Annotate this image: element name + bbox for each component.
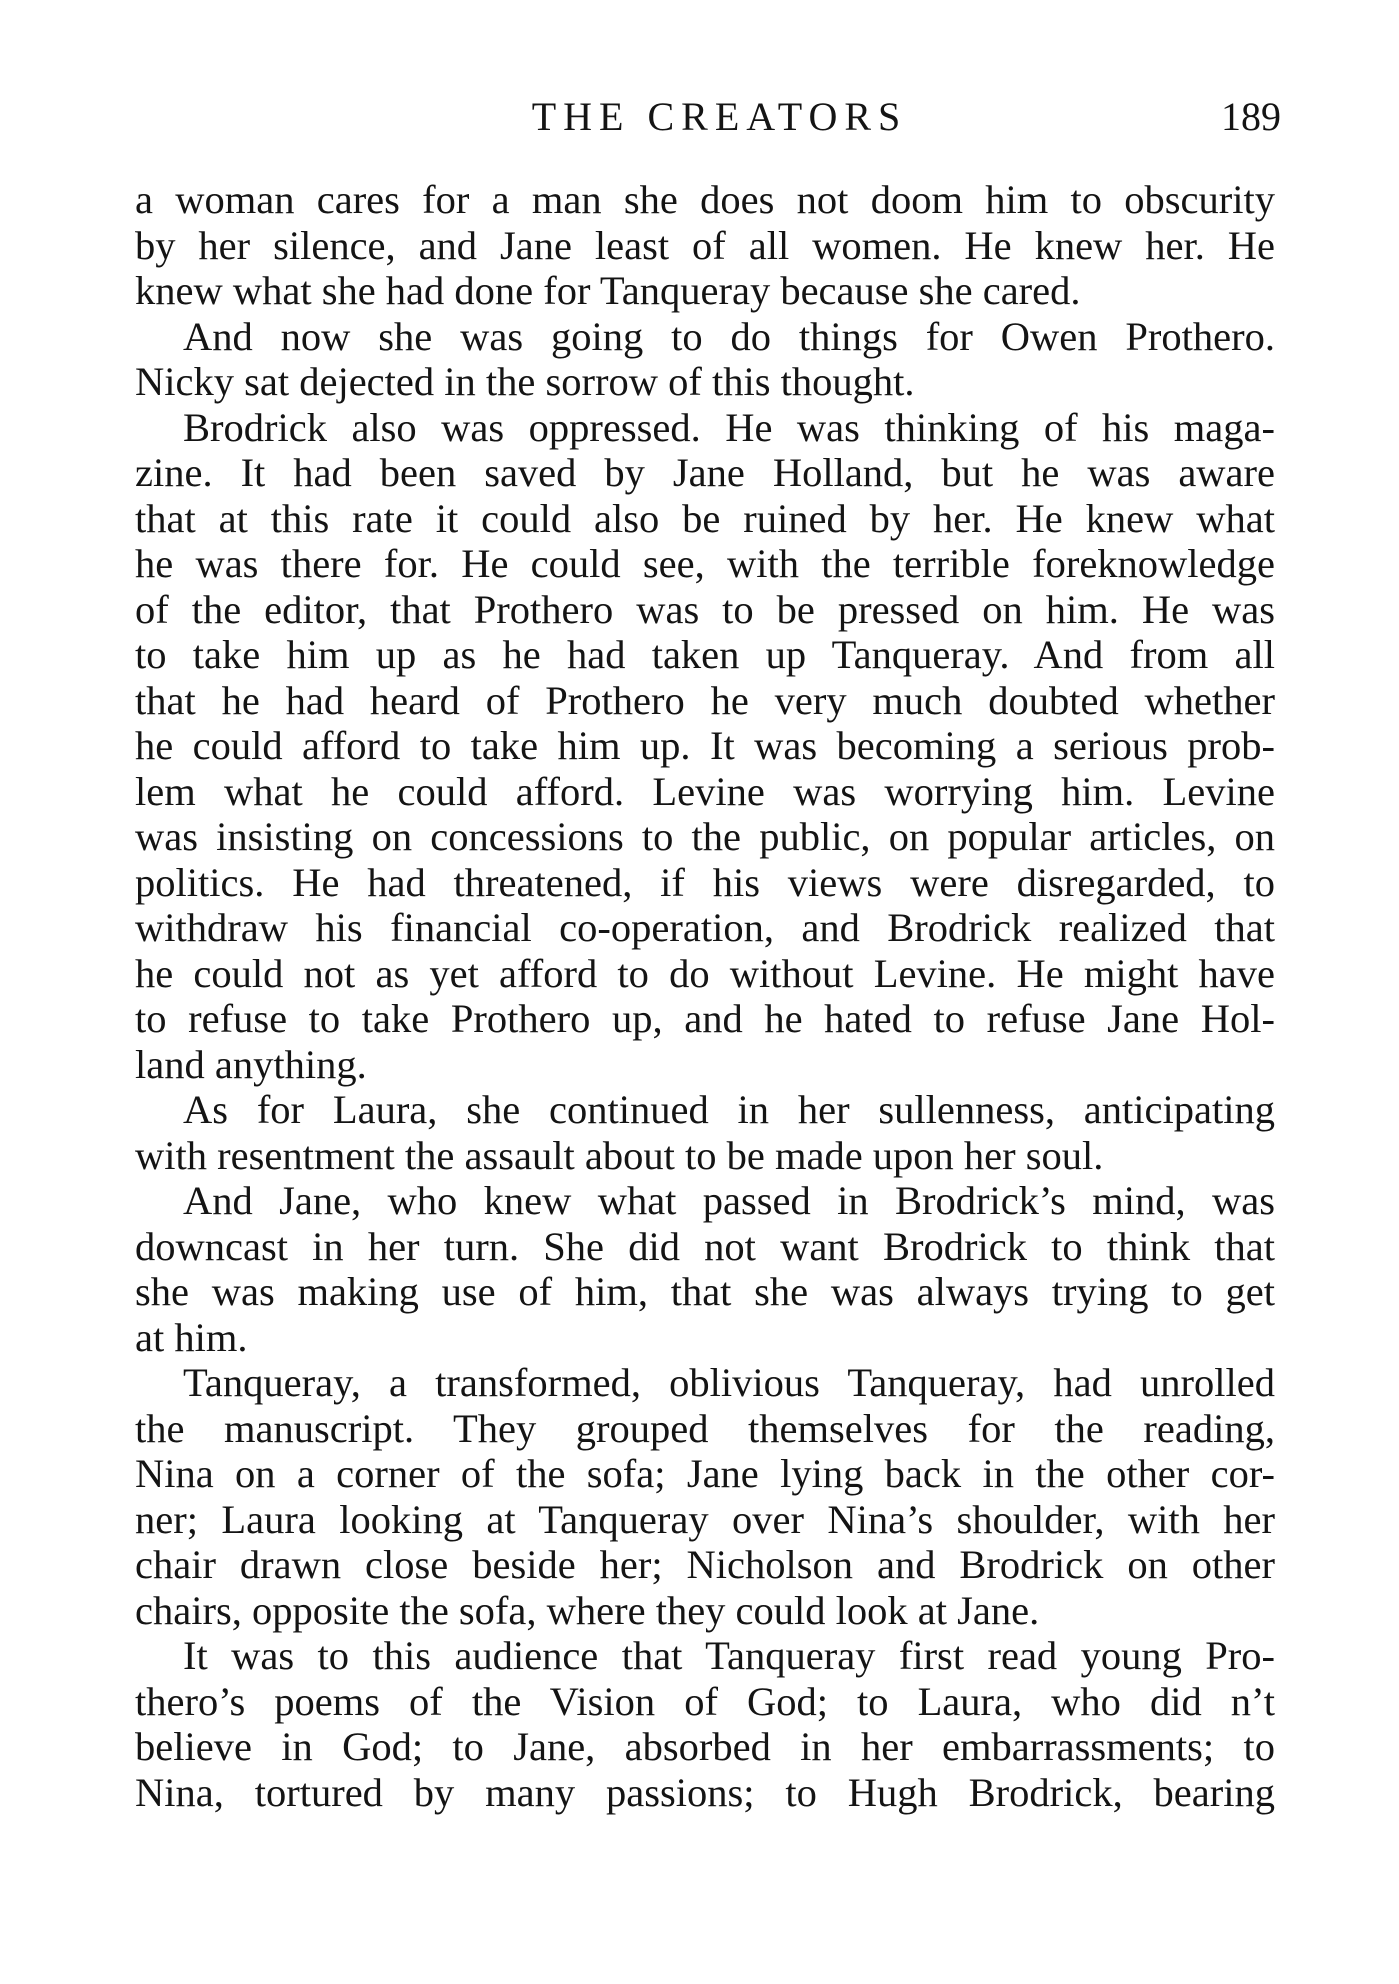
text-line: he could not as yet afford to do without Levine. He might have — [135, 950, 1275, 996]
body-text — [135, 177, 1275, 1815]
text-line: believe in God; to Jane, absorbed in her embarrassments; to — [135, 1724, 1275, 1769]
text-line: land anything. — [135, 1041, 367, 1087]
text-line: And now she was going to do things for Owen Prothero. — [183, 313, 1275, 359]
text-line: to take him up as he had taken up Tanqueray. And from all — [135, 632, 1275, 677]
text-line: he could afford to take him up. It was becoming a serious prob- — [135, 723, 1275, 768]
text-line: lem what he could afford. Levine was worrying him. Levine — [135, 768, 1275, 814]
running-title: THE CREATORS — [531, 94, 908, 139]
text-line: the manuscript. They grouped themselves for the reading, — [135, 1405, 1275, 1451]
text-line: Nicky sat dejected in the sorrow of this thought. — [135, 359, 915, 404]
text-line: was insisting on concessions to the public, on popular articles, on — [135, 814, 1275, 859]
text-line: of the editor, that Prothero was to be pressed on him. He was — [135, 586, 1275, 632]
text-line: Tanqueray, a transformed, oblivious Tanqueray, had unrolled — [183, 1360, 1275, 1405]
text-line: chair drawn close beside her; Nicholson and Brodrick on other — [135, 1542, 1275, 1587]
text-line: by her silence, and Jane least of all women. He knew her. He — [135, 222, 1275, 268]
text-line: It was to this audience that Tanqueray first read young Pro- — [183, 1633, 1275, 1678]
page-number: 189 — [1221, 94, 1281, 139]
text-line: zine. It had been saved by Jane Holland, but he was aware — [135, 450, 1275, 495]
text-line: that at this rate it could also be ruined by her. He knew what — [135, 495, 1275, 541]
text-line: a woman cares for a man she does not doom him to obscurity — [135, 177, 1275, 222]
text-line: ner; Laura looking at Tanqueray over Nina’s shoulder, with her — [135, 1496, 1275, 1542]
text-line: at him. — [135, 1314, 248, 1360]
text-line: with resentment the assault about to be made upon her soul. — [135, 1132, 1104, 1178]
text-line: chairs, opposite the sofa, where they could look at Jane. — [135, 1587, 1040, 1633]
text-line: he was there for. He could see, with the terrible foreknowledge — [135, 541, 1275, 586]
text-line: to refuse to take Prothero up, and he hated to refuse Jane Hol- — [135, 996, 1275, 1041]
text-line: And Jane, who knew what passed in Brodrick’s mind, was — [183, 1178, 1275, 1223]
text-line: As for Laura, she continued in her sullenness, anticipating — [183, 1087, 1275, 1132]
text-line: downcast in her turn. She did not want Brodrick to think that — [135, 1223, 1275, 1269]
text-line: Nina, tortured by many passions; to Hugh Brodrick, bearing — [135, 1769, 1275, 1815]
text-line: that he had heard of Prothero he very much doubted whether — [135, 677, 1275, 723]
text-line: Brodrick also was oppressed. He was thinking of his maga- — [183, 404, 1275, 450]
text-line: withdraw his financial co-operation, and Brodrick realized that — [135, 905, 1275, 950]
text-line: she was making use of him, that she was always trying to get — [135, 1269, 1275, 1314]
running-header — [0, 92, 1399, 142]
text-line: politics. He had threatened, if his views were disregarded, to — [135, 859, 1275, 905]
text-line: Nina on a corner of the sofa; Jane lying back in the other cor- — [135, 1451, 1275, 1496]
text-line: thero’s poems of the Vision of God; to Laura, who did n’t — [135, 1678, 1275, 1724]
text-line: knew what she had done for Tanqueray because she cared. — [135, 268, 1081, 313]
